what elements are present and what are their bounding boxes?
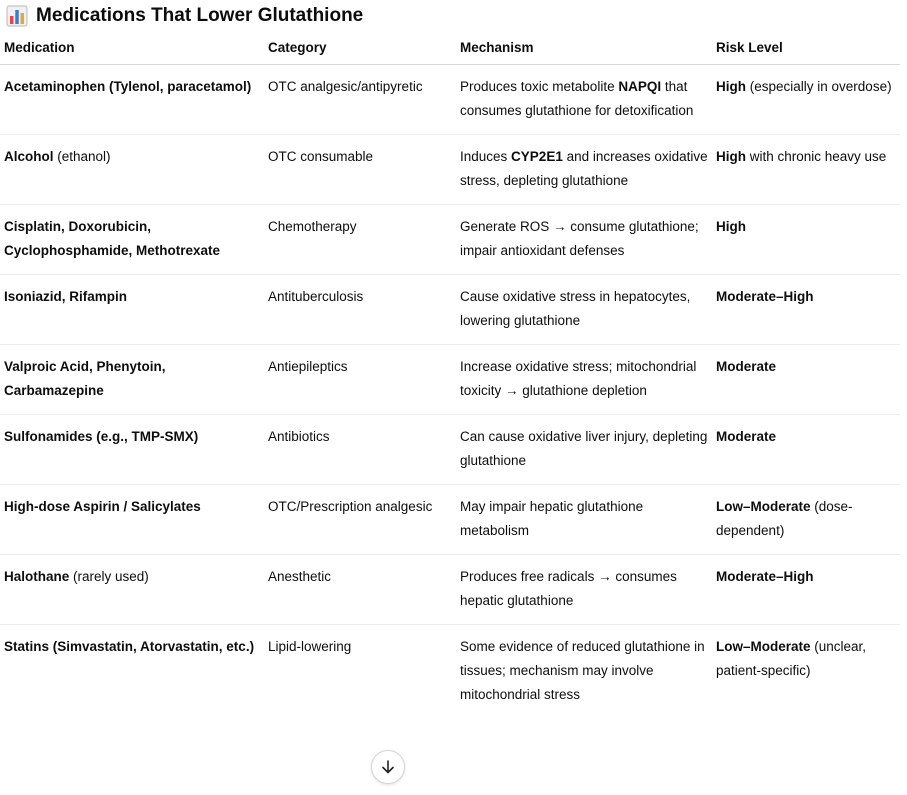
- table-row: [0, 275, 900, 345]
- mechanism-text: May impair hepatic glutathione metabolism: [460, 499, 644, 538]
- cell-medication: [0, 205, 264, 275]
- cell-risk-level: [712, 65, 900, 135]
- cell-category: Lipid-lowering: [268, 639, 352, 654]
- page-title: Medications That Lower Glutathione: [36, 5, 364, 26]
- table-header-row: [0, 36, 900, 65]
- table-row: [0, 415, 900, 485]
- cell-risk-level: [712, 485, 900, 555]
- cell-category: OTC consumable: [264, 135, 456, 205]
- cell-medication: [0, 275, 264, 345]
- risk-level: Moderate–High: [716, 569, 814, 584]
- risk-level: Moderate: [716, 429, 777, 444]
- cell-risk-level: [712, 205, 900, 275]
- risk-note: with chronic heavy use: [746, 149, 887, 164]
- risk-level: Low–Moderate: [716, 499, 811, 514]
- risk-note: (especially in overdose): [746, 79, 892, 94]
- mechanism-text: Some evidence of reduced glutathione in tissues; mechanism may involve mitochondrial stress: [460, 639, 705, 702]
- header-category: Category: [264, 36, 456, 65]
- cell-risk-level: [712, 555, 900, 625]
- cell-risk-level: [712, 415, 900, 485]
- cell-mechanism: [456, 345, 712, 415]
- cell-category: Anesthetic: [264, 555, 456, 625]
- medication-note: (ethanol): [53, 149, 111, 164]
- mechanism-text-cont: and increases oxidative stress, depleting glutathione: [460, 149, 708, 188]
- mechanism-text: Increase oxidative stress; mitochondrial toxicity → glutathione depletion: [460, 359, 697, 398]
- mechanism-text: Can cause oxidative liver injury, depleting glutathione: [460, 429, 708, 468]
- cell-category: Antibiotics: [264, 415, 456, 485]
- cell-mechanism: [456, 65, 712, 135]
- medication-name: Statins (Simvastatin, Atorvastatin, etc.): [4, 639, 255, 654]
- table-row: [0, 65, 900, 135]
- cell-risk-level: [712, 625, 900, 719]
- medication-note: (rarely used): [69, 569, 149, 584]
- table-row: [0, 345, 900, 415]
- cell-mechanism: [456, 415, 712, 485]
- cell-category: Antiepileptics: [264, 345, 456, 415]
- mechanism-text: Induces: [460, 149, 512, 164]
- medication-name: Halothane: [4, 569, 70, 584]
- risk-note: (unclear, patient-specific): [716, 639, 867, 678]
- cell-medication: [0, 625, 264, 719]
- header-risk-level: Risk Level: [712, 36, 900, 65]
- risk-level: High: [716, 219, 746, 234]
- cell-category: Antituberculosis: [264, 275, 456, 345]
- cell-medication: [0, 555, 264, 625]
- mechanism-highlight: CYP2E1: [511, 149, 563, 164]
- mechanism-text: Produces free radicals → consumes hepatic glutathione: [460, 569, 677, 608]
- cell-category: OTC analgesic/antipyretic: [264, 65, 456, 135]
- risk-level: High: [716, 149, 746, 164]
- medication-name: Cisplatin, Doxorubicin, Cyclophosphamide, Methotrexate: [4, 219, 221, 258]
- mechanism-highlight: NAPQI: [618, 79, 662, 94]
- cell-medication: [0, 135, 264, 205]
- risk-level: Low–Moderate: [716, 639, 811, 654]
- table-row: [0, 485, 900, 555]
- cell-mechanism: [456, 485, 712, 555]
- medication-name: Isoniazid, Rifampin: [4, 289, 128, 304]
- risk-level: High: [716, 79, 746, 94]
- cell-medication: [0, 415, 264, 485]
- table-row: [0, 555, 900, 625]
- medication-name: Sulfonamides (e.g., TMP-SMX): [4, 429, 199, 444]
- cell-medication: [0, 485, 264, 555]
- cell-risk-level: [712, 135, 900, 205]
- medication-name: Valproic Acid, Phenytoin, Carbamazepine: [4, 359, 166, 398]
- risk-level: Moderate–High: [716, 289, 814, 304]
- medications-table: [0, 36, 900, 718]
- arrow-down-icon: [380, 759, 396, 775]
- mechanism-text: Cause oxidative stress in hepatocytes, lowering glutathione: [460, 289, 691, 328]
- table-row: [0, 135, 900, 205]
- cell-risk-level: [712, 275, 900, 345]
- header-medication: Medication: [0, 36, 264, 65]
- mechanism-text: Produces toxic metabolite: [460, 79, 619, 94]
- cell-mechanism: [456, 205, 712, 275]
- header-mechanism: Mechanism: [456, 36, 712, 65]
- cell-medication: [0, 345, 264, 415]
- cell-mechanism: [456, 625, 712, 719]
- medication-name: High-dose Aspirin / Salicylates: [4, 499, 201, 514]
- risk-level: Moderate: [716, 359, 777, 374]
- table-row: [0, 625, 900, 719]
- mechanism-text-cont: that consumes glutathione for detoxification: [460, 79, 694, 118]
- cell-category: OTC/Prescription analgesic: [264, 485, 456, 555]
- bar-chart-icon: [6, 5, 28, 27]
- cell-mechanism: [456, 135, 712, 205]
- cell-mechanism: [456, 275, 712, 345]
- table-row: [0, 205, 900, 275]
- page-title-bar: [6, 3, 363, 29]
- mechanism-text: Generate ROS → consume glutathione; impair antioxidant defenses: [460, 219, 699, 258]
- cell-mechanism: [456, 555, 712, 625]
- risk-note: (dose-dependent): [716, 499, 853, 538]
- cell-medication: [0, 65, 264, 135]
- cell-risk-level: [712, 345, 900, 415]
- medication-name: Acetaminophen (Tylenol, paracetamol): [4, 79, 252, 94]
- scroll-down-button[interactable]: [371, 750, 405, 784]
- medication-name: Alcohol: [4, 149, 54, 164]
- cell-category: Chemotherapy: [264, 205, 456, 275]
